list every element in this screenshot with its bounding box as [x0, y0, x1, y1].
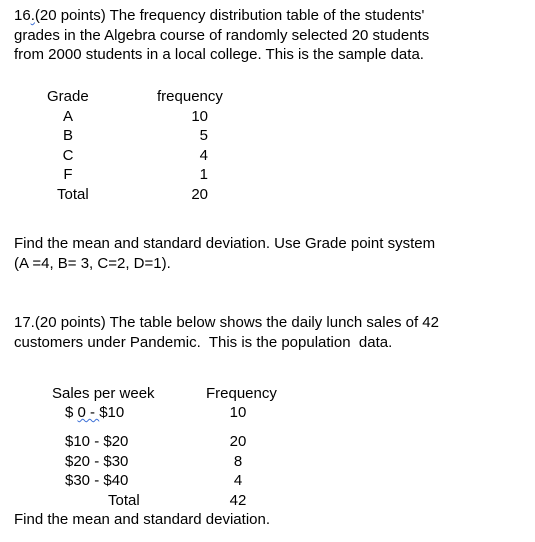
q17-frequency-cell: 4: [233, 472, 243, 489]
q17-sales-cell: $30 - $40: [65, 472, 129, 489]
q17-frequency-cell: 20: [229, 433, 247, 450]
q17-sales-suffix: $10: [99, 404, 125, 421]
q16-instruction-line-2: (A =4, B= 3, C=2, D=1).: [14, 254, 171, 272]
q16-intro-text: (20 points) The frequency distribution table of the students': [34, 7, 425, 24]
q17-sales-cell: [65, 403, 124, 423]
q17-sales-cell: $20 - $30: [65, 452, 129, 470]
q16-grade-cell: B: [62, 127, 74, 144]
q16-number: 16: [14, 7, 31, 24]
spellcheck-flag: .: [30, 7, 35, 24]
q16-frequency-cell: 5: [199, 127, 208, 144]
q16-total-label: Total: [57, 185, 89, 203]
q16-total-value: 20: [191, 185, 208, 203]
q16-grade-cell: F: [63, 166, 73, 183]
q16-header-grade: Grade: [47, 88, 89, 105]
q16-intro-line-1: [14, 6, 424, 26]
q16-frequency-cell: 1: [199, 166, 208, 183]
q16-grade-cell: C: [62, 146, 74, 164]
q16-frequency-cell: 10: [191, 107, 208, 125]
spellcheck-flag: 0 -: [77, 404, 100, 421]
q16-instruction-line-1: Find the mean and standard deviation. Use Grade point system: [14, 235, 436, 252]
q16-grade-cell: A: [62, 107, 74, 125]
q17-frequency-cell: 8: [233, 452, 243, 470]
q17-frequency-cell: 10: [229, 404, 247, 421]
q17-total-label: Total: [108, 491, 140, 509]
q17-intro-line-2: customers under Pandemic. This is the population data.: [14, 333, 393, 351]
q17-header-sales: Sales per week: [52, 385, 155, 402]
q16-frequency-cell: 4: [199, 146, 208, 164]
q17-total-value: 42: [229, 491, 247, 509]
q17-sales-prefix: $: [65, 404, 78, 421]
q16-header-frequency: frequency: [157, 88, 223, 105]
q17-sales-cell: $10 - $20: [65, 433, 129, 450]
q16-intro-line-3: from 2000 students in a local college. This is the sample data.: [14, 46, 424, 63]
q16-intro-line-2: grades in the Algebra course of randomly selected 20 students: [14, 26, 430, 44]
q17-instruction: Find the mean and standard deviation.: [14, 511, 271, 528]
q17-intro-line-1: 17.(20 points) The table below shows the daily lunch sales of 42: [14, 314, 439, 331]
q17-header-frequency: Frequency: [206, 385, 277, 402]
